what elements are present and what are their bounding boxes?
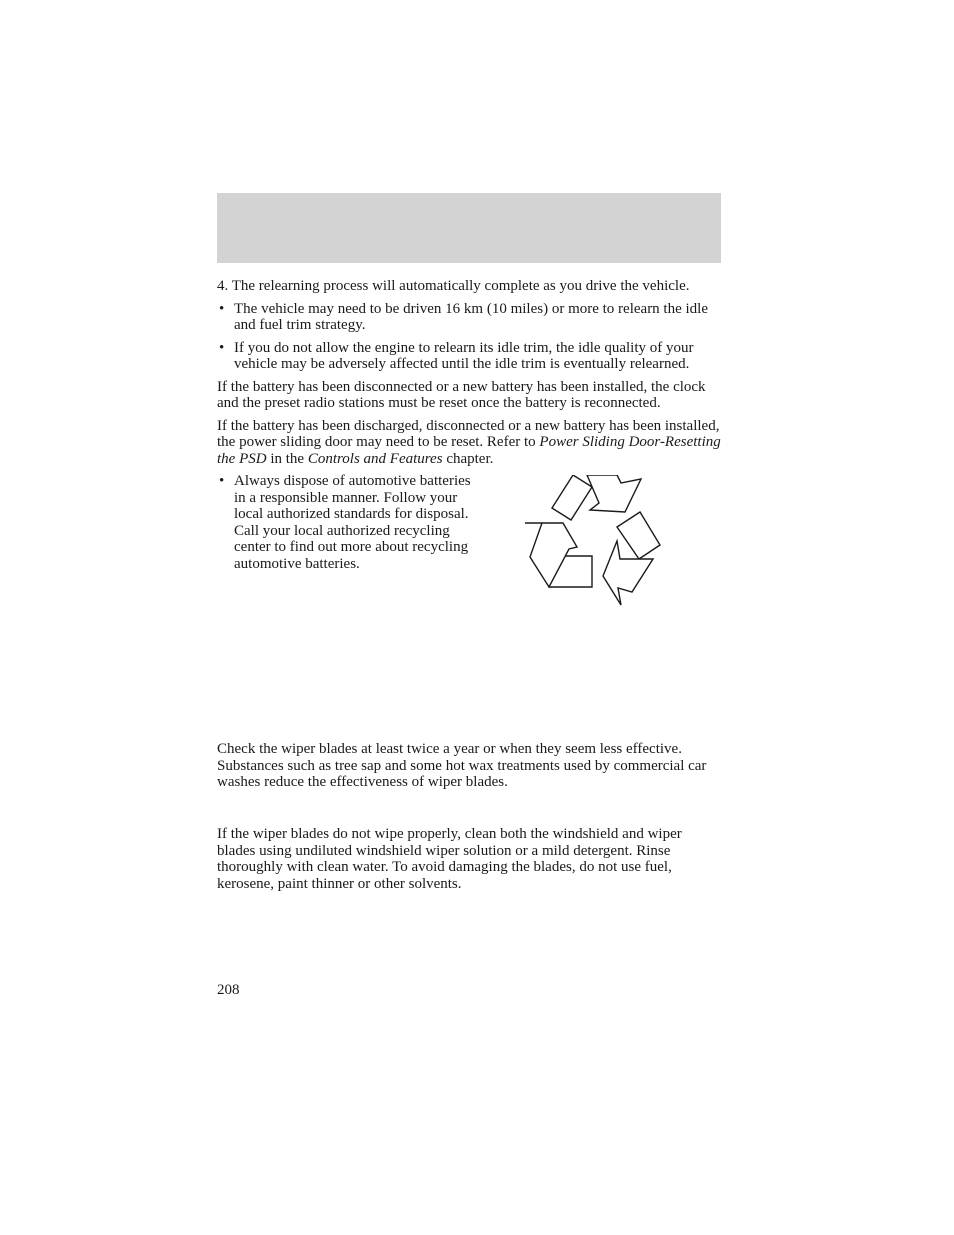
page-content	[217, 278, 723, 643]
wiper-clean-paragraph: If the wiper blades do not wipe properly, clean both the windshield and wiper blades using undiluted windshield wiper solution or a mild detergent. Rinse thoroughly with clean water. To avoid damaging the blades, do not use fuel, kerosene, paint thinner or other solvents.	[217, 826, 682, 892]
psd-mid-text: in the	[266, 450, 308, 467]
step-4-text: 4. The relearning process will automatically complete as you drive the vehicle.	[217, 278, 690, 294]
page-number: 208	[217, 982, 240, 998]
recycle-section	[217, 473, 723, 643]
psd-lead-text: If the battery has been discharged, disconnected or a new battery has been installed, the power sliding door may need to be reset. Refer to	[217, 417, 720, 450]
wiper-check-paragraph: Check the wiper blades at least twice a year or when they seem less effective. Substances such as tree sap and some hot wax treatments used by commercial car washes reduce the effectiveness of wiper blades.	[217, 741, 707, 790]
psd-tail-text: chapter.	[442, 450, 494, 467]
psd-reset-paragraph	[217, 418, 723, 468]
battery-reset-paragraph: If the battery has been disconnected or a new battery has been installed, the clock and the preset radio stations must be reset once the battery is reconnected.	[217, 378, 706, 411]
list-item: • The vehicle may need to be driven 16 km (10 miles) or more to relearn the idle and fuel trim strategy.	[217, 301, 723, 334]
list-item: • If you do not allow the engine to relearn its idle trim, the idle quality of your vehicle may be adversely affected until the idle trim is eventually relearned.	[217, 340, 723, 373]
list-item: • Always dispose of automotive batteries in a responsible manner. Follow your local authorized standards for disposal. Call your local authorized recycling center to find out more about recycling automotive batteries.	[217, 473, 472, 572]
section-header-band	[217, 193, 721, 263]
dispose-bullet-list	[217, 473, 472, 572]
chapter-reference: Controls and Features	[307, 450, 443, 467]
psd-reference: Power Sliding Door-Resetting the PSD	[217, 434, 721, 467]
relearn-bullet-list	[217, 301, 723, 373]
recycle-icon	[525, 475, 670, 613]
